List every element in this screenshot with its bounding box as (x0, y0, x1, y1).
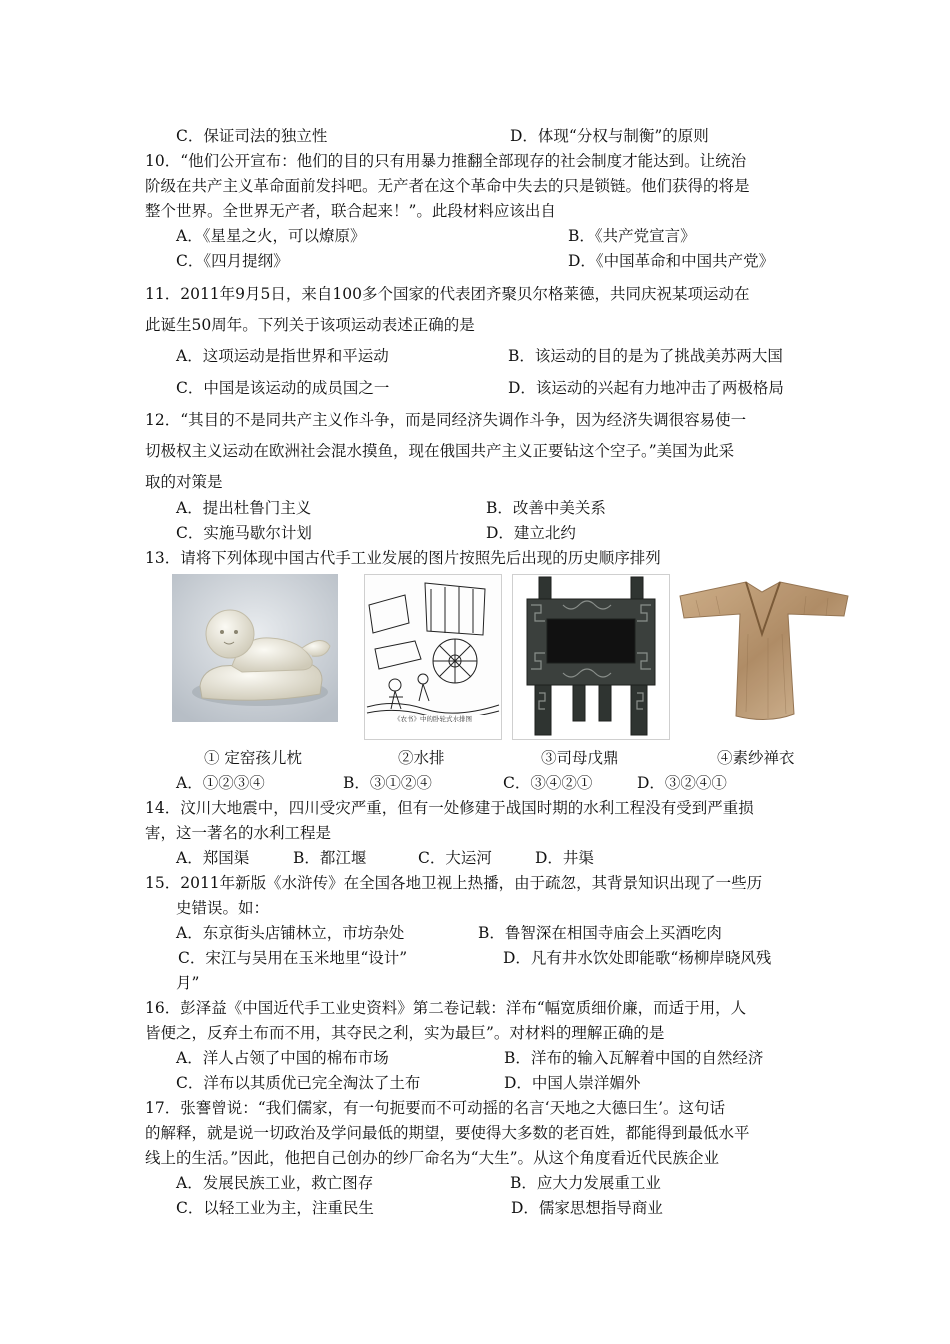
q15-option-b: B．鲁智深在相国寺庙会上买酒吃肉 (478, 924, 722, 942)
q11-option-a: A．这项运动是指世界和平运动 (176, 347, 389, 365)
caption-waterwheel: ②水排 (398, 749, 445, 767)
q17-stem-line1: 17．张謇曾说：“我们儒家，有一句扼要而不可动摇的名言‘天地之大德曰生’。这句话 (145, 1099, 726, 1117)
q11-option-c: C．中国是该运动的成员国之一 (176, 379, 390, 397)
waterwheel-caption: 《农书》中的卧轮式水排图 (394, 715, 472, 723)
simuwu-ding-image (512, 574, 670, 740)
q12-option-a: A．提出杜鲁门主义 (176, 499, 312, 517)
q14-option-a: A．郑国渠 (176, 849, 250, 867)
q15-stem-line2: 史错误。如： (176, 899, 270, 917)
q17-option-d: D．儒家思想指导商业 (511, 1199, 663, 1217)
q10-stem-line3: 整个世界。全世界无产者，联合起来！”。此段材料应该出自 (145, 202, 556, 220)
q13-option-b: B．③①②④ (343, 774, 432, 792)
q15-option-c: C．宋江与吴用在玉米地里“设计” (178, 949, 408, 967)
q17-option-c: C．以轻工业为主，注重民生 (176, 1199, 374, 1217)
q12-stem-line3: 取的对策是 (145, 473, 223, 491)
q11-stem-line1: 11．2011年9月5日，来自100多个国家的代表团齐聚贝尔格莱德，共同庆祝某项运动在 (145, 285, 750, 303)
q16-stem-line1: 16．彭泽益《中国近代手工业史资料》第二卷记载：洋布“幅宽质细价廉，而适于用，人 (145, 999, 747, 1017)
q12-option-c: C．实施马歇尔计划 (176, 524, 312, 542)
q13-option-d: D．③②④① (637, 774, 727, 792)
q16-option-d: D．中国人崇洋媚外 (504, 1074, 641, 1092)
q15-option-a: A．东京街头店铺林立，市坊杂处 (176, 924, 405, 942)
q10-stem-line1: 10．“他们公开宣布：他们的目的只有用暴力推翻全部现存的社会制度才能达到。让统治 (145, 152, 747, 170)
caption-ding-kiln-pillow: ① 定窑孩儿枕 (204, 749, 302, 767)
q10-stem-line2: 阶级在共产主义革命面前发抖吧。无产者在这个革命中失去的只是锁链。他们获得的将是 (145, 177, 750, 195)
q12-stem-line2: 切极权主义运动在欧洲社会混水摸鱼，现在俄国共产主义正要钻这个空子。”美国为此采 (145, 442, 735, 460)
plain-gauze-robe-image (676, 574, 850, 738)
q10-option-b: B．《共产党宣言》 (568, 227, 696, 245)
caption-gauze-robe: ④素纱禅衣 (717, 749, 795, 767)
q14-stem-line2: 害，这一著名的水利工程是 (145, 824, 332, 842)
q12-stem-line1: 12．“其目的不是同共产主义作斗争，而是同经济失调作斗争，因为经济失调很容易使一 (145, 411, 747, 429)
q16-option-a: A．洋人占领了中国的棉布市场 (176, 1049, 389, 1067)
q13-option-c: C．③④②① (503, 774, 593, 792)
q14-option-b: B．都江堰 (293, 849, 367, 867)
q16-option-c: C．洋布以其质优已完全淘汰了土布 (176, 1074, 421, 1092)
q17-option-a: A．发展民族工业，救亡图存 (176, 1174, 374, 1192)
q11-stem-line2: 此诞生50周年。下列关于该项运动表述正确的是 (145, 316, 475, 334)
q10-option-a: A．《星星之火，可以燎原》 (176, 227, 366, 245)
q16-stem-line2: 皆便之，反弃土布而不用，其夺民之利，实为最巨”。对材料的理解正确的是 (145, 1024, 665, 1042)
ding-kiln-pillow-image (172, 574, 338, 738)
q14-option-c: C．大运河 (418, 849, 492, 867)
q10-option-c: C．《四月提纲》 (176, 252, 289, 270)
caption-simuwu-ding: ③司母戊鼎 (541, 749, 619, 767)
q16-option-b: B．洋布的输入瓦解着中国的自然经济 (504, 1049, 764, 1067)
q15-option-d: D．凡有井水饮处即能歌“杨柳岸晓风残 (503, 949, 772, 967)
q12-option-d: D．建立北约 (486, 524, 576, 542)
q9-option-d: D．体现“分权与制衡”的原则 (510, 127, 709, 145)
q17-option-b: B．应大力发展重工业 (510, 1174, 661, 1192)
q17-stem-line3: 线上的生活。”因此，他把自己创办的纱厂命名为“大生”。从这个角度看近代民族企业 (145, 1149, 720, 1167)
q9-option-c: C．保证司法的独立性 (176, 127, 328, 145)
q14-option-d: D．井渠 (535, 849, 594, 867)
q15-option-d-cont: 月” (176, 974, 200, 992)
q12-option-b: B．改善中美关系 (486, 499, 606, 517)
q11-option-d: D．该运动的兴起有力地冲击了两极格局 (508, 379, 784, 397)
q15-stem-line1: 15．2011年新版《水浒传》在全国各地卫视上热播，由于疏忽，其背景知识出现了一些历 (145, 874, 763, 892)
q11-option-b: B．该运动的目的是为了挑战美苏两大国 (508, 347, 783, 365)
q13-stem-line1: 13．请将下列体现中国古代手工业发展的图片按照先后出现的历史顺序排列 (145, 549, 661, 567)
q14-stem-line1: 14．汶川大地震中，四川受灾严重，但有一处修建于战国时期的水利工程没有受到严重损 (145, 799, 754, 817)
waterwheel-woodcut-image (364, 574, 502, 740)
q10-option-d: D．《中国革命和中国共产党》 (568, 252, 775, 270)
q13-option-a: A．①②③④ (176, 774, 265, 792)
q17-stem-line2: 的解释，就是说一切政治及学问最低的期望，要使得大多数的老百姓，都能得到最低水平 (145, 1124, 750, 1142)
